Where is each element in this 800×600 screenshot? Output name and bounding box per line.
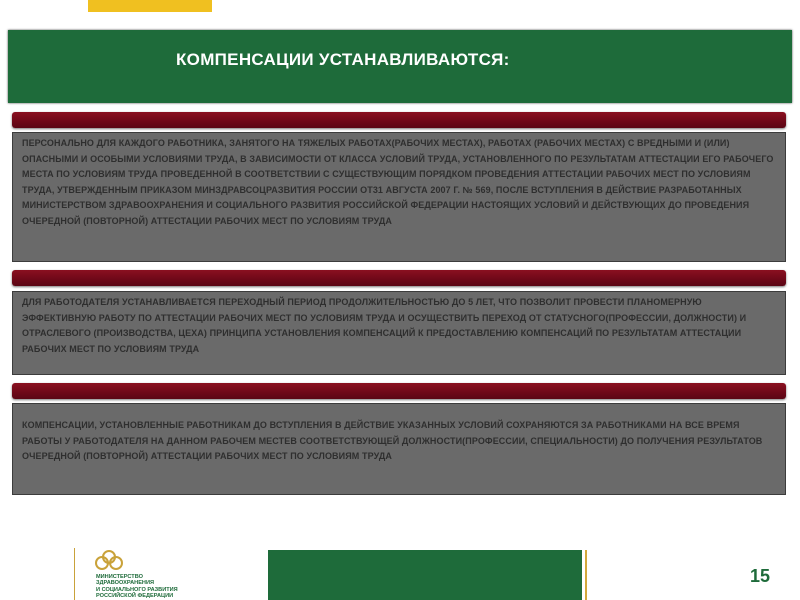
top-accent-bar: [88, 0, 212, 12]
section-ribbon-2: [12, 270, 786, 286]
logo-divider: [74, 548, 75, 600]
section-text-3: КОМПЕНСАЦИИ, УСТАНОВЛЕННЫЕ РАБОТНИКАМ ДО ВСТУПЛЕНИЯ В ДЕЙСТВИЕ УКАЗАННЫХ УСЛОВИЙ СОХРАНЯЮТСЯ ЗА РАБОТНИКАМИ НА ВСЕ ВРЕМЯ РАБОТЫ У РАБОТОДАТЕЛЯ НА ДАННОМ РАБОЧЕМ МЕСТЕВ СООТВЕТСТВУЮЩЕЙ ДОЛЖНОСТИ(ПРОФЕССИИ, СПЕЦИАЛЬНОСТИ) ДО ПОЛУЧЕНИЯ РЕЗУЛЬТАТОВ ОЧЕРЕДНОЙ (ПОВТОРНОЙ) АТТЕСТАЦИИ РАБОЧИХ МЕСТ ПО УСЛОВИЯМ ТРУДА: [22, 420, 763, 462]
footer-green-bar: [268, 550, 582, 600]
section-ribbon-3: [12, 383, 786, 399]
section-text-2: ДЛЯ РАБОТОДАТЕЛЯ УСТАНАВЛИВАЕТСЯ ПЕРЕХОДНЫЙ ПЕРИОД ПРОДОЛЖИТЕЛЬНОСТЬЮ ДО 5 ЛЕТ, ЧТО ПОЗВОЛИТ ПРОВЕСТИ ПЛАНОМЕРНУЮ ЭФФЕКТИВНУЮ РАБОТУ ПО АТТЕСТАЦИИ РАБОЧИХ МЕСТ ПО УСЛОВИЯМ ТРУДА И ОСУЩЕСТВИТЬ ПЕРЕХОД ОТ СТАТУСНОГО(ПРОФЕССИИ, ДОЛЖНОСТИ) И ОТРАСЛЕВОГО (ПРОИЗВОДСТВА, ЦЕХА) ПРИНЦИПА УСТАНОВЛЕНИЯ КОМПЕНСАЦИЙ К ПРЕДОСТАВЛЕНИЮ КОМПЕНСАЦИЙ ПО РЕЗУЛЬТАТАМ АТТЕСТАЦИИ РАБОЧИХ МЕСТ ПО УСЛОВИЯМ ТРУДА: [22, 297, 747, 354]
section-text-1: ПЕРСОНАЛЬНО ДЛЯ КАЖДОГО РАБОТНИКА, ЗАНЯТОГО НА ТЯЖЕЛЫХ РАБОТАХ(РАБОЧИХ МЕСТАХ), РАБОТАХ (РАБОЧИХ МЕСТАХ) С ВРЕДНЫМИ И (ИЛИ) ОПАСНЫМИ И ОСОБЫМИ УСЛОВИЯМИ ТРУДА, В ЗАВИСИМОСТИ ОТ КЛАССА УСЛОВИЙ ТРУДА, УСТАНОВЛЕННОГО ПО РЕЗУЛЬТАТАМ АТТЕСТАЦИИ ЕГО РАБОЧЕГО МЕСТА ПО УСЛОВИЯМ ТРУДА ПРОВЕДЕННОЙ В СООТВЕТСТВИИ С СУЩЕСТВУЮЩИМ ПОРЯДКОМ ПРОВЕДЕНИЯ АТТЕСТАЦИИ РАБОЧИХ МЕСТ ПО УСЛОВИЯМ ТРУДА, УТВЕРЖДЕННЫМ ПРИКАЗОМ МИНЗДРАВСОЦРАЗВИТИЯ РОССИИ ОТ31 АВГУСТА 2007 Г. № 569, ПОСЛЕ ВСТУПЛЕНИЯ В ДЕЙСТВИЕ РАЗРАБОТАННЫХ МИНИСТЕРСТВОМ ЗДРАВООХРАНЕНИЯ И СОЦИАЛЬНОГО РАЗВИТИЯ РОССИЙСКОЙ ФЕДЕРАЦИИ НАСТОЯЩИХ УСЛОВИЙ И ДЕЙСТВУЮЩИХ ДО ПРОВЕДЕНИЯ ОЧЕРЕДНОЙ (ПОВТОРНОЙ) АТТЕСТАЦИИ РАБОЧИХ МЕСТ ПО УСЛОВИЯМ ТРУДА: [22, 138, 774, 226]
logo-line-1: МИНИСТЕРСТВО: [96, 574, 143, 580]
section-box-3: [12, 403, 786, 495]
slide-title: КОМПЕНСАЦИИ УСТАНАВЛИВАЮТСЯ:: [176, 50, 510, 69]
section-box-2: [12, 291, 786, 375]
logo-line-3: И СОЦИАЛЬНОГО РАЗВИТИЯ: [96, 586, 178, 593]
ministry-logo-text: [96, 574, 178, 600]
page-number: 15: [750, 566, 771, 586]
logo-line-4: РОССИЙСКОЙ ФЕДЕРАЦИИ: [96, 593, 174, 600]
logo-line-2: ЗДРАВООХРАНЕНИЯ: [96, 580, 155, 587]
footer-gold-line: [585, 550, 587, 600]
ministry-emblem-icon: [92, 548, 126, 574]
section-box-1: [12, 132, 786, 262]
section-ribbon-1: [12, 112, 786, 128]
